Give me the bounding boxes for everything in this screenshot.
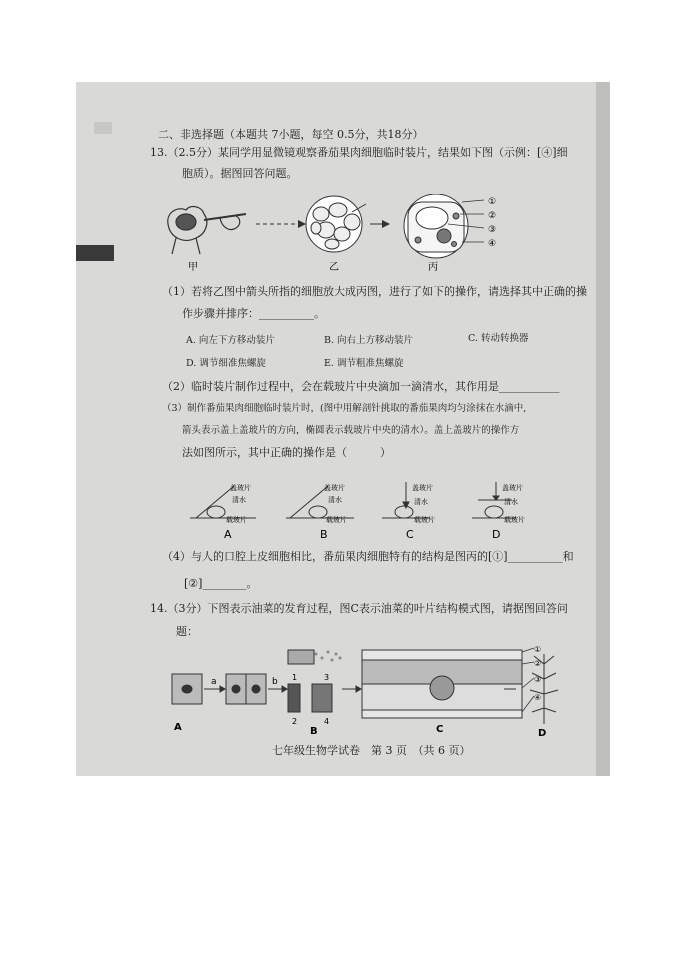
label-water-d: 清水 <box>504 498 518 506</box>
page-edge-shadow <box>596 82 610 776</box>
option-label-a: A <box>224 528 232 541</box>
fig-label-jia: 甲 <box>188 262 198 272</box>
corner-mark <box>94 122 112 134</box>
q14-marker-4: ④ <box>534 693 542 702</box>
label-water-a: 清水 <box>232 496 246 504</box>
label-cover-c: 盖玻片 <box>412 484 433 492</box>
option-b: B. 向右上方移动装片 <box>324 335 414 346</box>
figure-yi-cells <box>306 196 366 252</box>
arrow-label-b: b <box>272 677 278 687</box>
q14-intro-line2: 题： <box>176 625 198 638</box>
label-cover-d: 盖玻片 <box>502 484 523 492</box>
q13-sub4-line1: （4）与人的口腔上皮细胞相比，番茄果肉细胞特有的结构是图丙的[①]__________和 <box>162 550 574 563</box>
page-footer: 七年级生物学试卷 第 3 页 （共 6 页） <box>272 744 471 757</box>
b-number-2: 2 <box>292 717 298 726</box>
q14-marker-3: ③ <box>534 675 542 684</box>
q13-sub2: （2）临时装片制作过程中，会在载玻片中央滴加一滴清水，其作用是___________ <box>162 380 560 393</box>
coverslip-figure <box>186 478 536 542</box>
stage-label-c: C <box>436 724 444 735</box>
option-c: C. 转动转换器 <box>468 333 529 344</box>
b-number-4: 4 <box>324 717 330 726</box>
marker-2: ② <box>488 211 497 221</box>
label-cover-a: 盖玻片 <box>230 484 251 492</box>
q13-microscope-figure <box>156 194 516 272</box>
option-label-b: B <box>320 528 328 541</box>
fig-label-bing: 丙 <box>428 262 438 272</box>
marker-3: ③ <box>488 225 497 235</box>
marker-4: ④ <box>488 239 497 249</box>
option-a: A. 向左下方移动装片 <box>186 335 275 346</box>
q14-marker-1: ① <box>534 645 542 654</box>
label-water-b: 清水 <box>328 496 342 504</box>
label-slide-a: 载玻片 <box>226 516 247 524</box>
stage-label-a: A <box>174 722 182 733</box>
label-slide-b: 载玻片 <box>326 516 347 524</box>
q13-intro-line2: 胞质）。据图回答问题。 <box>182 167 298 180</box>
q13-sub1-line2: 作步骤并排序：__________。 <box>182 307 325 320</box>
binding-tab <box>76 245 114 261</box>
q13-intro-line1: 13.（2.5分）某同学用显微镜观察番茄果肉细胞临时装片，结果如下图（示例：[④]细 <box>150 146 568 159</box>
b-number-1: 1 <box>292 673 298 682</box>
label-slide-d: 载玻片 <box>504 516 525 524</box>
q14-development-figure <box>164 644 564 740</box>
arrow-label-a: a <box>211 677 217 687</box>
label-slide-c: 载玻片 <box>414 516 435 524</box>
option-d: D. 调节细准焦螺旋 <box>186 358 266 369</box>
b-number-3: 3 <box>324 673 330 682</box>
option-label-d: D <box>492 528 501 541</box>
q13-sub3-line1: （3）制作番茄果肉细胞临时装片时，(图中用解剖针挑取的番茄果肉均匀涂抹在水滴中, <box>162 403 527 414</box>
stage-label-d: D <box>538 728 547 739</box>
scanned-exam-page <box>76 82 610 776</box>
q13-sub4-line2: [②]________。 <box>184 577 258 590</box>
label-water-c: 清水 <box>414 498 428 506</box>
marker-1: ① <box>488 197 497 207</box>
stage-label-b: B <box>310 726 318 737</box>
option-e: E. 调节粗准焦螺旋 <box>324 358 404 369</box>
q14-marker-2: ② <box>534 659 542 668</box>
label-cover-b: 盖玻片 <box>324 484 345 492</box>
option-label-c: C <box>406 528 414 541</box>
q13-sub1-line1: （1）若将乙图中箭头所指的细胞放大成丙图，进行了如下的操作，请选择其中正确的操 <box>162 285 587 298</box>
figure-bing-cell <box>404 194 468 258</box>
section-heading: 二、非选择题（本题共 7小题，每空 0.5分，共18分） <box>158 128 424 141</box>
q13-sub3-line3: 法如图所示，其中正确的操作是（ ） <box>182 446 391 459</box>
q13-sub3-line2: 箭头表示盖上盖玻片的方向，椭圆表示载玻片中央的清水）。盖上盖玻片的操作方 <box>182 425 520 436</box>
q14-intro-line1: 14.（3分）下图表示油菜的发育过程，图C表示油菜的叶片结构模式图，请据图回答问 <box>150 602 568 615</box>
figure-jia-hands <box>168 207 246 254</box>
fig-label-yi: 乙 <box>329 262 339 272</box>
